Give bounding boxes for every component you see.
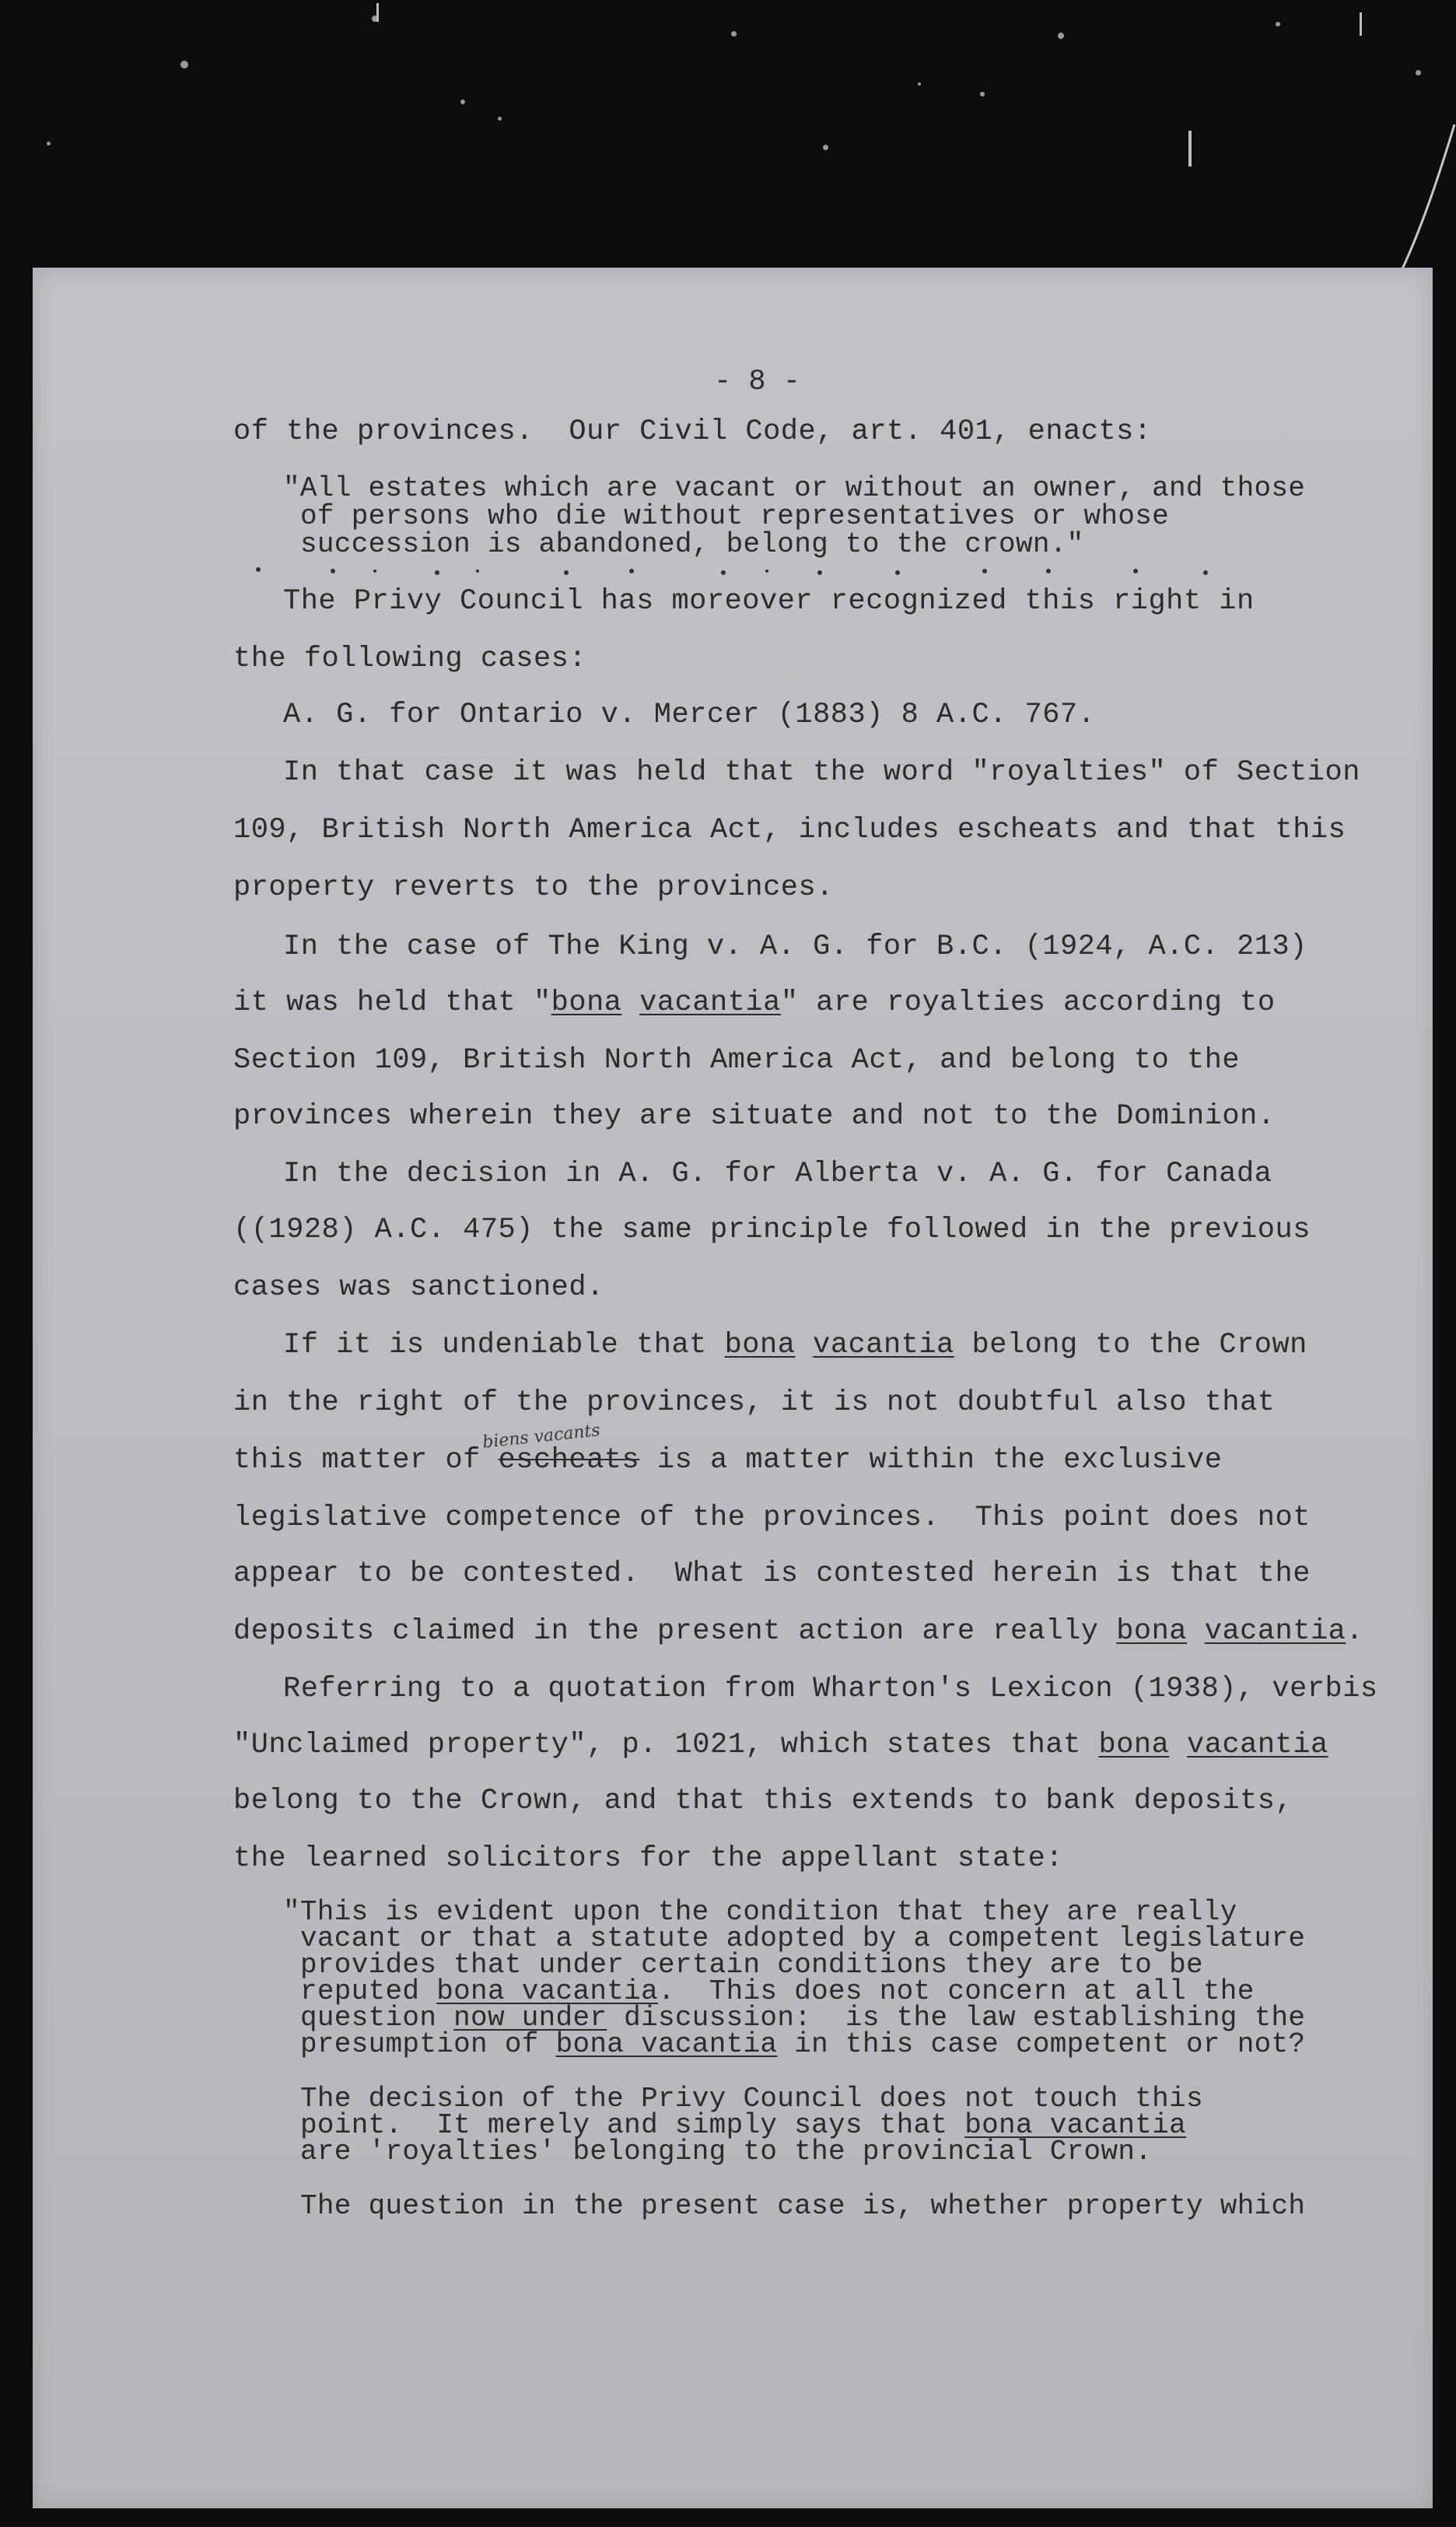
dust-speck bbox=[460, 100, 465, 104]
dust-speck bbox=[980, 92, 985, 96]
dust-speck bbox=[918, 82, 921, 86]
underlined-term: bona bbox=[1116, 1615, 1188, 1648]
dust-speck bbox=[1416, 70, 1421, 75]
struck-word: escheats bbox=[498, 1444, 640, 1477]
quote-line bbox=[300, 2028, 1306, 2060]
body-line: the learned solicitors for the appellant state: bbox=[233, 1842, 1064, 1875]
quote-line bbox=[300, 2109, 1186, 2141]
body-line: In that case it was held that the word "royalties" of Section bbox=[283, 756, 1360, 789]
dust-speck bbox=[180, 61, 188, 68]
body-line bbox=[233, 1729, 1328, 1761]
body-line: cases was sanctioned. bbox=[233, 1271, 604, 1304]
text-run: reputed bbox=[300, 1975, 437, 2007]
body-line bbox=[233, 1444, 1222, 1477]
text-run: in this case competent or not? bbox=[777, 2028, 1306, 2060]
film-scratch bbox=[1360, 12, 1362, 36]
text-run: point. It merely and simply says that bbox=[300, 2109, 965, 2141]
underlined-term: vacantia bbox=[639, 987, 781, 1019]
dust-speck bbox=[731, 31, 737, 37]
body-line: In the case of The King v. A. G. for B.C. (1924, A.C. 213) bbox=[283, 931, 1307, 963]
underlined-term: bona vacantia bbox=[555, 2028, 778, 2060]
quote-line: "All estates which are vacant or without an owner, and those bbox=[283, 472, 1306, 504]
underlined-term: bona bbox=[551, 987, 622, 1019]
underlined-term: bona vacantia bbox=[436, 1975, 658, 2007]
text-run: discussion: is the law establishing the bbox=[607, 2002, 1306, 2034]
text-run bbox=[622, 987, 640, 1019]
body-line bbox=[283, 1329, 1307, 1362]
body-line: of the provinces. Our Civil Code, art. 401, enacts: bbox=[233, 415, 1152, 448]
quote-line: The decision of the Privy Council does not touch this bbox=[300, 2083, 1203, 2115]
body-line: 109, British North America Act, includes escheats and that this bbox=[233, 814, 1346, 846]
body-line: belong to the Crown, and that this extends to bank deposits, bbox=[233, 1785, 1293, 1817]
underlined-term: vacantia bbox=[813, 1329, 954, 1362]
underlined-term: vacantia bbox=[1187, 1729, 1328, 1761]
text-run bbox=[1169, 1729, 1187, 1761]
body-line: property reverts to the provinces. bbox=[233, 871, 834, 904]
body-line: legislative competence of the provinces. This point does not bbox=[233, 1502, 1311, 1534]
quote-line: "This is evident upon the condition that they are really bbox=[283, 1896, 1237, 1928]
document-page bbox=[33, 268, 1433, 2508]
quote-line: are 'royalties' belonging to the provincial Crown. bbox=[300, 2136, 1153, 2168]
text-run: is a matter within the exclusive bbox=[639, 1444, 1223, 1477]
text-run: this matter of bbox=[233, 1444, 499, 1477]
quote-line: provides that under certain conditions they are to be bbox=[300, 1949, 1203, 1981]
film-scratch bbox=[376, 3, 379, 22]
dust-speck bbox=[1058, 33, 1064, 39]
text-run: presumption of bbox=[300, 2028, 556, 2060]
text-run: " are royalties according to bbox=[780, 987, 1276, 1019]
text-run bbox=[1187, 1615, 1205, 1648]
text-run: . This does not concern at all the bbox=[657, 1975, 1255, 2007]
film-scratch bbox=[1188, 131, 1192, 166]
body-line: Section 109, British North America Act, and belong to the bbox=[233, 1044, 1241, 1077]
quote-line: The question in the present case is, whether property which bbox=[300, 2190, 1306, 2222]
text-run: deposits claimed in the present action are really bbox=[233, 1615, 1117, 1648]
underlined-term: bona bbox=[1098, 1729, 1170, 1761]
underlined-term: bona bbox=[724, 1329, 796, 1362]
underlined-term: bona vacantia bbox=[964, 2109, 1186, 2141]
body-line: In the decision in A. G. for Alberta v. A. G. for Canada bbox=[283, 1158, 1272, 1190]
body-line: provinces wherein they are situate and not to the Dominion. bbox=[233, 1100, 1276, 1133]
quote-line: of persons who die without representatives or whose bbox=[300, 500, 1170, 532]
body-line: The Privy Council has moreover recognized this right in bbox=[283, 585, 1255, 618]
body-line: in the right of the provinces, it is not doubtful also that bbox=[233, 1386, 1276, 1419]
text-run bbox=[795, 1329, 813, 1362]
quote-line: succession is abandoned, belong to the crown." bbox=[300, 528, 1084, 560]
punch-dot-row bbox=[33, 563, 1433, 579]
quote-line bbox=[300, 1975, 1255, 2007]
handwritten-insert: biens vacants bbox=[481, 1421, 601, 1453]
body-line: the following cases: bbox=[233, 643, 587, 675]
dust-speck bbox=[823, 145, 828, 150]
text-run: "Unclaimed property", p. 1021, which states that bbox=[233, 1729, 1099, 1761]
quote-line: vacant or that a statute adopted by a competent legislature bbox=[300, 1922, 1306, 1954]
body-line: ((1928) A.C. 475) the same principle followed in the previous bbox=[233, 1214, 1311, 1246]
dust-speck bbox=[498, 117, 502, 121]
text-run: belong to the Crown bbox=[954, 1329, 1307, 1362]
underlined-term: vacantia bbox=[1204, 1615, 1346, 1648]
page-number: - 8 - bbox=[714, 366, 801, 398]
underlined-term: now under bbox=[453, 2002, 607, 2034]
dust-speck bbox=[1276, 22, 1280, 26]
case-citation: A. G. for Ontario v. Mercer (1883) 8 A.C. 767. bbox=[283, 699, 1096, 731]
text-run: If it is undeniable that bbox=[283, 1329, 725, 1362]
text-run: question bbox=[300, 2002, 454, 2034]
dust-speck bbox=[47, 142, 51, 145]
text-run: . bbox=[1346, 1615, 1364, 1648]
body-line bbox=[233, 987, 1276, 1019]
body-line bbox=[233, 1615, 1363, 1648]
body-line: appear to be contested. What is contested herein is that the bbox=[233, 1558, 1311, 1590]
body-line: Referring to a quotation from Wharton's Lexicon (1938), verbis bbox=[283, 1673, 1378, 1705]
text-run: it was held that " bbox=[233, 987, 551, 1019]
quote-line bbox=[300, 2002, 1306, 2034]
